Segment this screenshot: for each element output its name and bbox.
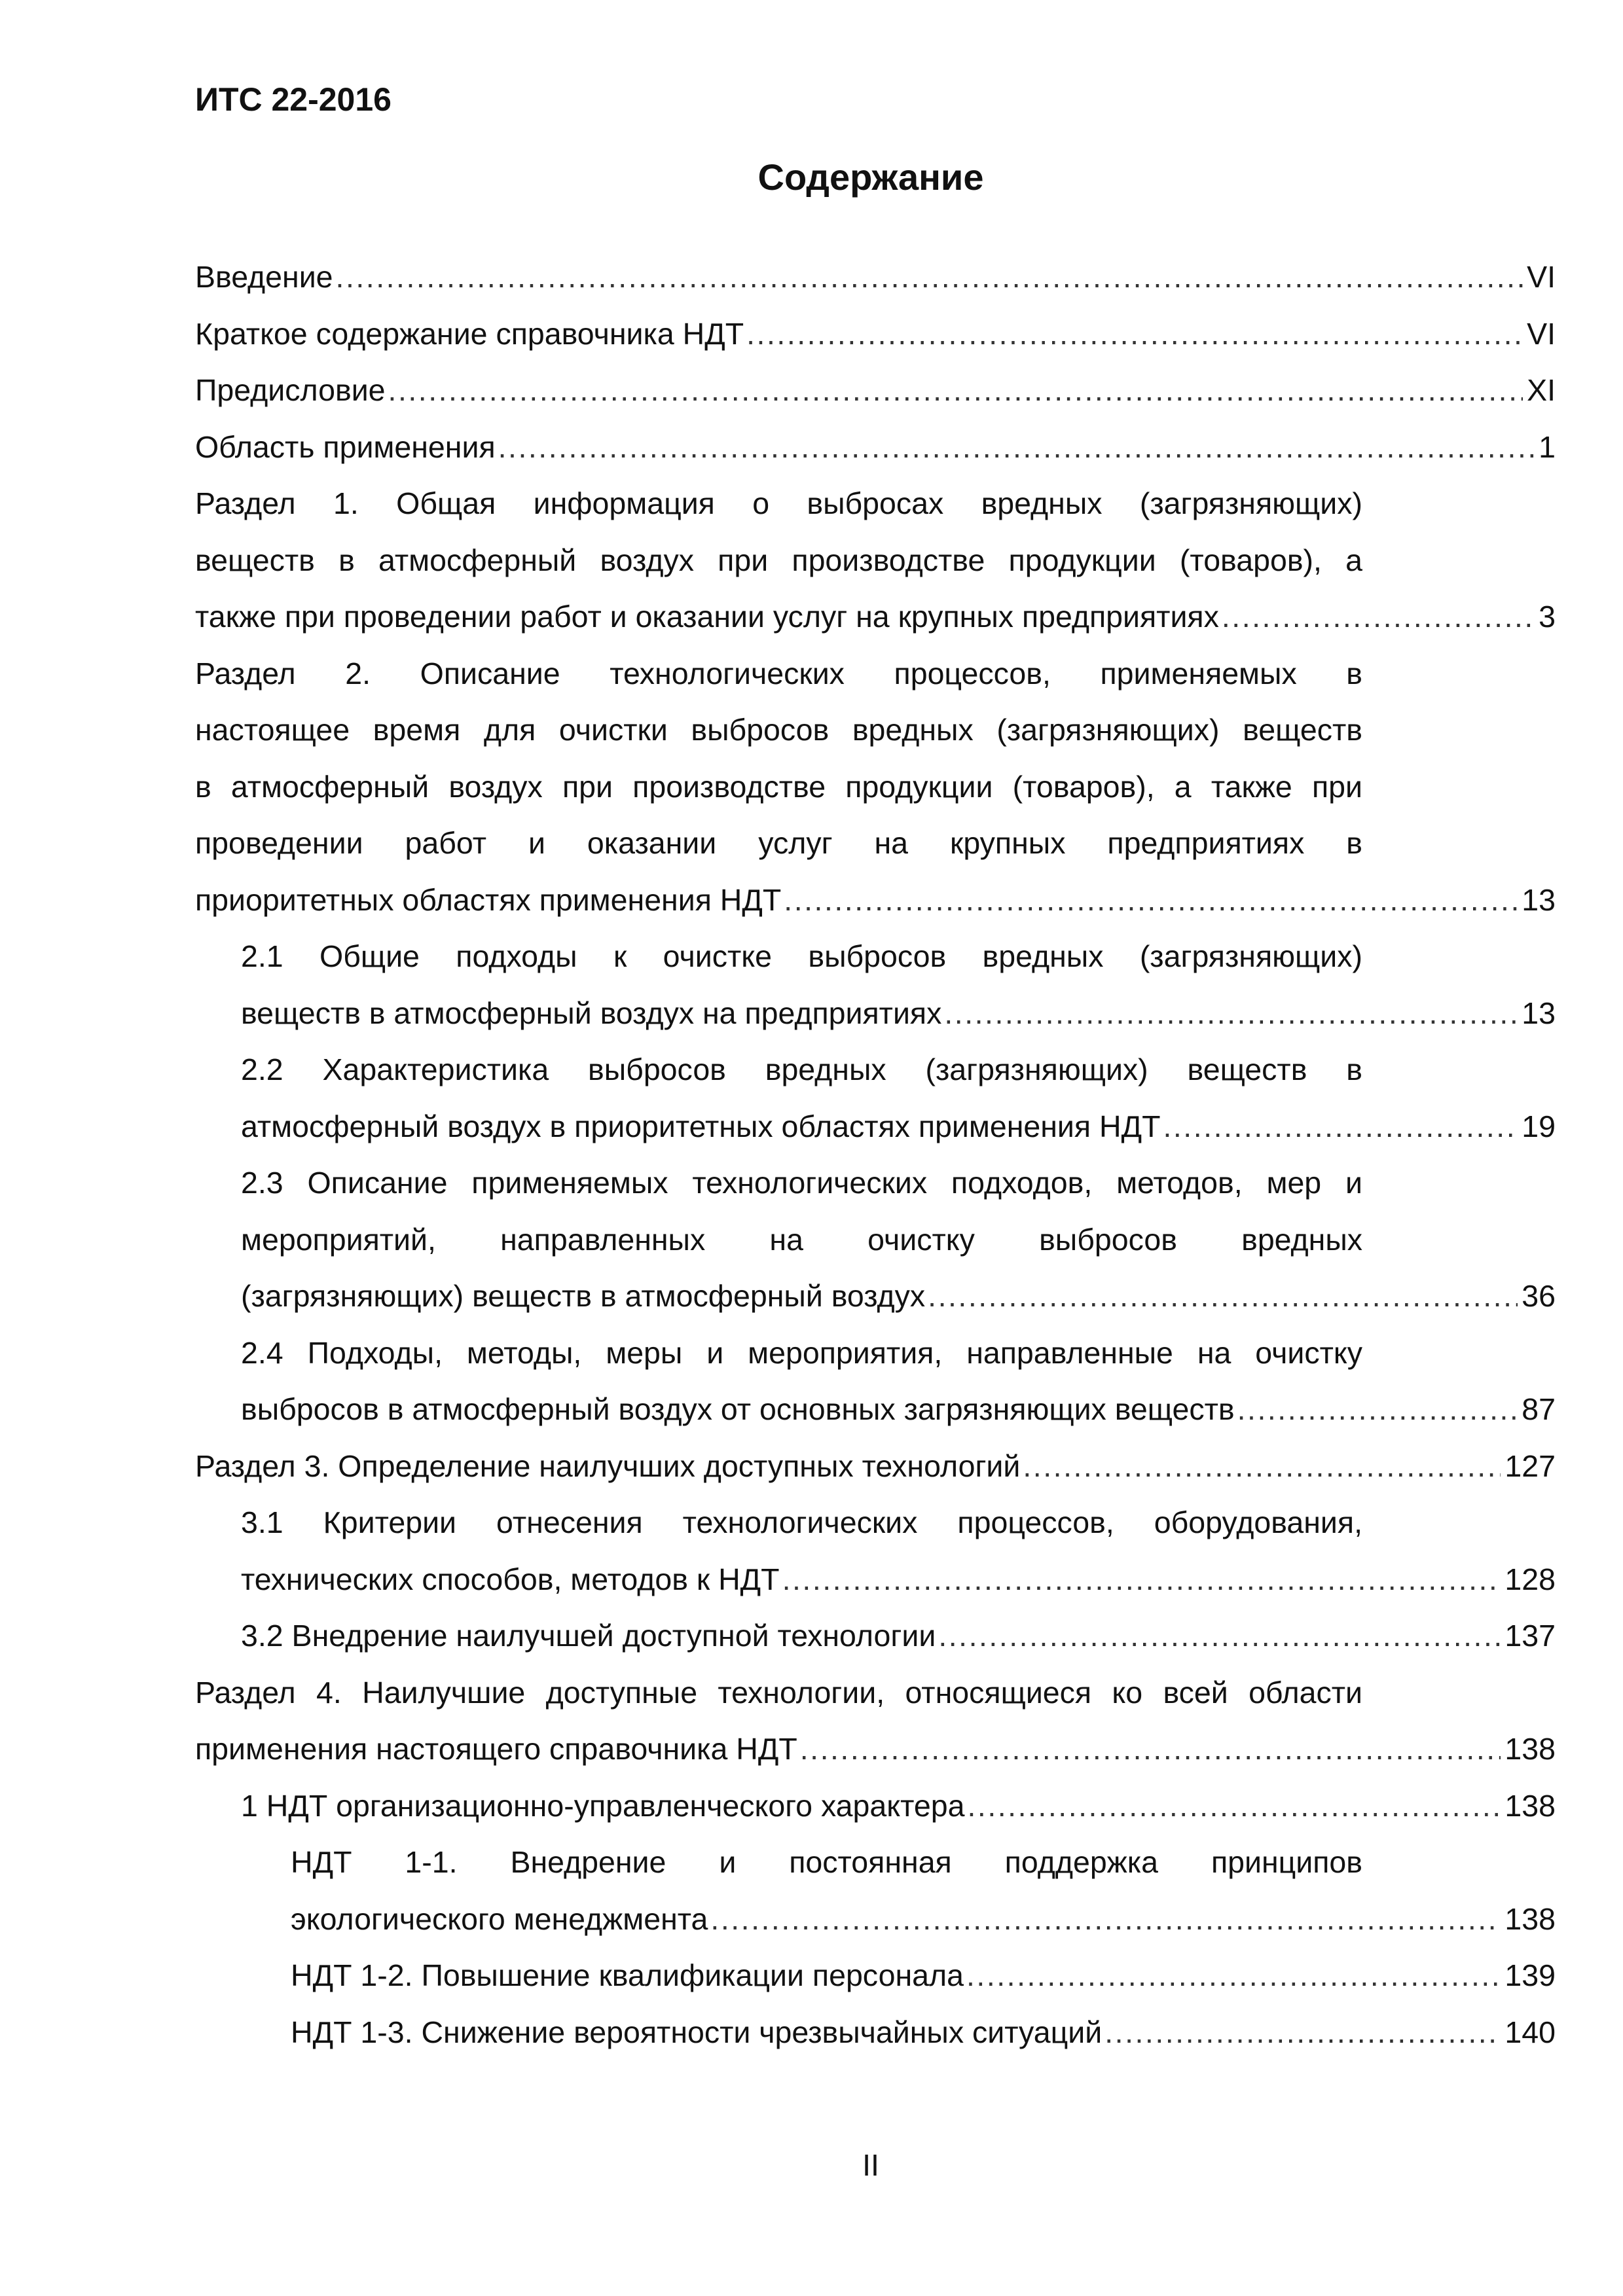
toc-entry-final-line xyxy=(241,985,1556,1042)
dot-leader xyxy=(800,1721,1501,1778)
toc-entry-title: 3.2 Внедрение наилучшей доступной технологии xyxy=(241,1619,936,1653)
toc-entry-page: 3 xyxy=(1539,600,1556,634)
toc-entry-page: 87 xyxy=(1522,1392,1556,1426)
toc-entry[interactable] xyxy=(241,1325,1556,1438)
toc-entry-title: 1 НДТ организационно-управленческого характера xyxy=(241,1788,965,1823)
toc-entry-line: мероприятий, направленных на очистку выбросов вредных xyxy=(241,1222,1362,1257)
toc-entry-page: 138 xyxy=(1504,1901,1556,1936)
toc-entry-line: 2.4 Подходы, методы, меры и мероприятия, направленные на очистку xyxy=(241,1335,1362,1370)
toc-entry-page: 128 xyxy=(1504,1562,1556,1596)
dot-leader xyxy=(782,1551,1501,1608)
dot-leader xyxy=(944,985,1518,1042)
toc-entry[interactable] xyxy=(195,1438,1556,1495)
toc-entry-title: Область применения xyxy=(195,429,496,464)
dot-leader xyxy=(966,1947,1501,2004)
dot-leader xyxy=(1163,1098,1518,1155)
toc-entry-final-line xyxy=(241,1381,1556,1438)
table-of-contents xyxy=(195,249,1556,2060)
toc-entry-final-line xyxy=(241,1778,1556,1835)
toc-entry-title: также при проведении работ и оказании услуг на крупных предприятиях xyxy=(195,600,1219,634)
toc-entry-title: Краткое содержание справочника НДТ xyxy=(195,316,744,351)
toc-entry[interactable] xyxy=(241,1155,1556,1325)
dot-leader xyxy=(388,362,1523,419)
toc-entry-final-line xyxy=(291,1891,1556,1948)
toc-entry-page: 139 xyxy=(1504,1958,1556,1992)
dot-leader xyxy=(1104,2004,1501,2061)
dot-leader xyxy=(1023,1438,1501,1495)
toc-entry[interactable] xyxy=(241,1607,1556,1664)
dot-leader xyxy=(710,1891,1501,1948)
toc-entry-line: 2.1 Общие подходы к очистке выбросов вредных (загрязняющих) xyxy=(241,939,1362,973)
toc-entry-line: НДТ 1-1. Внедрение и постоянная поддержка принципов xyxy=(291,1845,1362,1879)
toc-entry-line: Раздел 1. Общая информация о выбросах вредных (загрязняющих) xyxy=(195,486,1362,520)
toc-entry[interactable] xyxy=(291,1834,1556,1947)
dot-leader xyxy=(746,306,1523,363)
dot-leader xyxy=(784,872,1518,929)
dot-leader xyxy=(1222,588,1535,645)
toc-entry-final-line xyxy=(241,1268,1556,1325)
toc-entry-page: 1 xyxy=(1539,429,1556,464)
toc-entry[interactable] xyxy=(241,1041,1556,1155)
toc-entry-final-line xyxy=(195,306,1556,363)
toc-entry-line: Раздел 4. Наилучшие доступные технологии, относящиеся ко всей области xyxy=(195,1675,1362,1710)
toc-entry-title: Предисловие xyxy=(195,373,386,407)
toc-entry-page: 36 xyxy=(1522,1279,1556,1313)
toc-entry-final-line xyxy=(195,588,1556,645)
toc-entry-page: 138 xyxy=(1504,1788,1556,1823)
dot-leader xyxy=(1237,1381,1518,1438)
toc-entry-title: веществ в атмосферный воздух на предприятиях xyxy=(241,996,942,1030)
toc-entry[interactable] xyxy=(195,1664,1556,1778)
dot-leader xyxy=(938,1607,1501,1664)
toc-entry-title: Раздел 3. Определение наилучших доступных технологий xyxy=(195,1448,1021,1483)
toc-entry-line: Раздел 2. Описание технологических процессов, применяемых в xyxy=(195,656,1362,691)
toc-entry-page: 127 xyxy=(1504,1448,1556,1483)
toc-entry-final-line xyxy=(291,1947,1556,2004)
toc-entry-line: веществ в атмосферный воздух при производстве продукции (товаров), а xyxy=(195,543,1362,577)
toc-entry-final-line xyxy=(195,419,1556,476)
toc-entry-title: (загрязняющих) веществ в атмосферный воздух xyxy=(241,1279,926,1313)
toc-entry-page: 138 xyxy=(1504,1732,1556,1766)
toc-entry-final-line xyxy=(241,1551,1556,1608)
toc-entry-page: 140 xyxy=(1504,2015,1556,2049)
toc-entry-line: 2.3 Описание применяемых технологических подходов, методов, мер и xyxy=(241,1166,1362,1200)
toc-entry-final-line xyxy=(241,1098,1556,1155)
toc-entry[interactable] xyxy=(195,249,1556,306)
toc-entry-final-line xyxy=(241,1607,1556,1664)
toc-entry-page: XI xyxy=(1527,373,1556,407)
toc-entry-title: Введение xyxy=(195,260,333,294)
toc-entry[interactable] xyxy=(195,306,1556,363)
toc-entry-page: 13 xyxy=(1522,882,1556,917)
toc-entry[interactable] xyxy=(195,645,1556,929)
toc-entry[interactable] xyxy=(291,1947,1556,2004)
document-code: ИТС 22-2016 xyxy=(195,81,392,118)
toc-entry-line: 2.2 Характеристика выбросов вредных (загрязняющих) веществ в xyxy=(241,1052,1362,1086)
dot-leader xyxy=(498,419,1535,476)
toc-entry-title: применения настоящего справочника НДТ xyxy=(195,1732,797,1766)
toc-entry-page: VI xyxy=(1527,316,1556,351)
toc-entry[interactable] xyxy=(195,362,1556,419)
toc-entry-line: проведении работ и оказании услуг на крупных предприятиях в xyxy=(195,826,1362,860)
toc-entry[interactable] xyxy=(241,1494,1556,1607)
toc-entry-title: НДТ 1-3. Снижение вероятности чрезвычайных ситуаций xyxy=(291,2015,1103,2049)
dot-leader xyxy=(336,249,1523,306)
toc-entry-line: в атмосферный воздух при производстве продукции (товаров), а также при xyxy=(195,769,1362,804)
toc-entry-page: VI xyxy=(1527,260,1556,294)
dot-leader xyxy=(928,1268,1518,1325)
toc-entry[interactable] xyxy=(291,2004,1556,2061)
toc-entry[interactable] xyxy=(241,928,1556,1041)
toc-entry-page: 19 xyxy=(1522,1109,1556,1143)
toc-entry-final-line xyxy=(195,872,1556,929)
toc-entry[interactable] xyxy=(195,419,1556,476)
toc-entry-title: технических способов, методов к НДТ xyxy=(241,1562,780,1596)
toc-entry[interactable] xyxy=(241,1778,1556,1835)
page-title: Содержание xyxy=(757,156,984,198)
toc-entry-title: экологического менеджмента xyxy=(291,1901,708,1936)
toc-entry-title: приоритетных областях применения НДТ xyxy=(195,882,782,917)
page-number: II xyxy=(862,2148,879,2182)
toc-entry-line: настоящее время для очистки выбросов вредных (загрязняющих) веществ xyxy=(195,713,1362,747)
toc-entry-title: НДТ 1-2. Повышение квалификации персонала xyxy=(291,1958,964,1992)
toc-entry-final-line xyxy=(195,1721,1556,1778)
toc-entry-final-line xyxy=(195,362,1556,419)
toc-entry[interactable] xyxy=(195,475,1556,645)
toc-entry-title: атмосферный воздух в приоритетных областях применения НДТ xyxy=(241,1109,1161,1143)
toc-entry-final-line xyxy=(291,2004,1556,2061)
dot-leader xyxy=(968,1778,1501,1835)
toc-entry-line: 3.1 Критерии отнесения технологических процессов, оборудования, xyxy=(241,1505,1362,1539)
toc-entry-final-line xyxy=(195,249,1556,306)
toc-entry-final-line xyxy=(195,1438,1556,1495)
toc-entry-page: 13 xyxy=(1522,996,1556,1030)
toc-entry-page: 137 xyxy=(1504,1619,1556,1653)
toc-entry-title: выбросов в атмосферный воздух от основных загрязняющих веществ xyxy=(241,1392,1235,1426)
